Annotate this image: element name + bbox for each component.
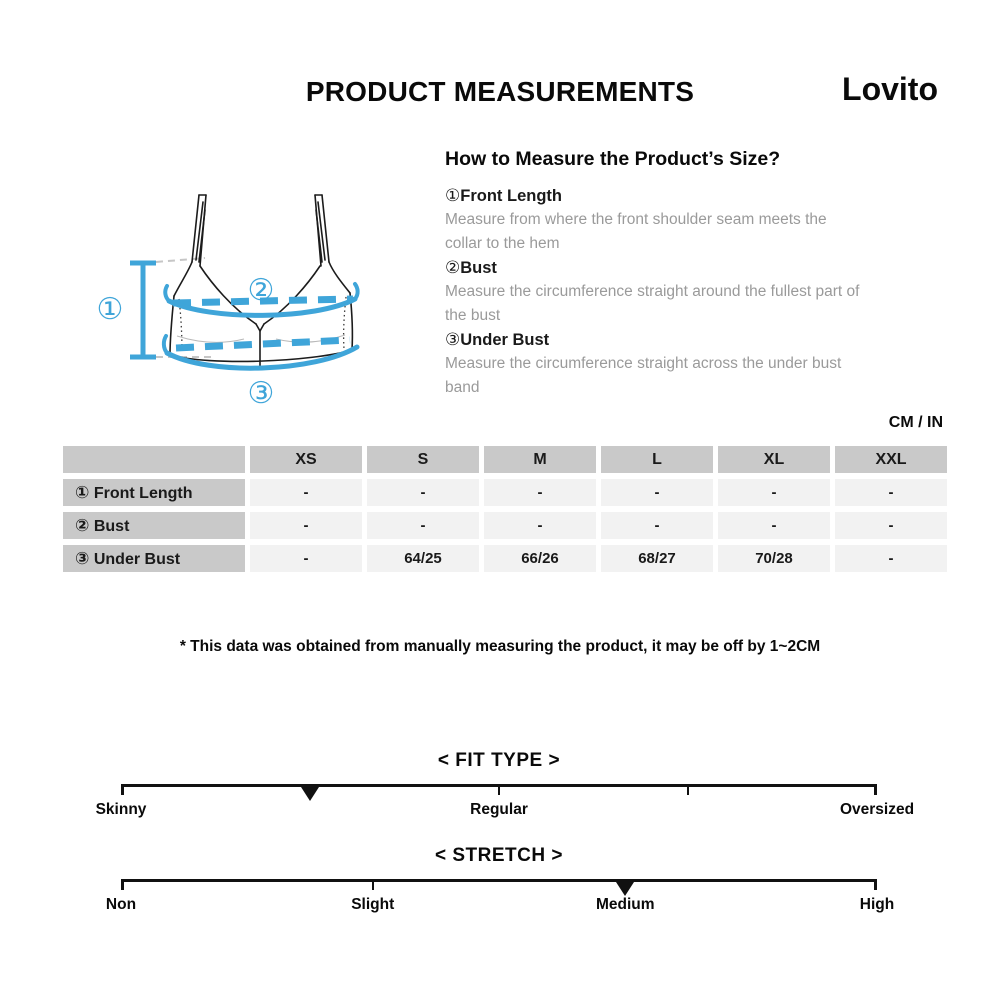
step-description-line: the bust: [445, 307, 501, 324]
diagram-marker-2: ②: [247, 273, 275, 308]
how-to-steps: [445, 184, 923, 400]
measurement-cell: -: [601, 479, 713, 506]
slider-tick: [372, 879, 374, 890]
measurement-cell: 66/26: [484, 545, 596, 572]
measurement-cell: -: [250, 479, 362, 506]
slider-end-cap: [121, 784, 124, 795]
row-label: ② Bust: [63, 512, 245, 539]
slider-stop-label: Regular: [470, 801, 528, 818]
measurement-cell: -: [718, 512, 830, 539]
step-description-line: Measure the circumference straight around the fullest part of: [445, 283, 860, 300]
size-table: [58, 440, 952, 578]
measurement-cell: -: [250, 512, 362, 539]
step-number: ①: [445, 186, 461, 206]
slider-stop-label: Skinny: [95, 801, 147, 818]
slider-tick: [498, 784, 500, 795]
slider-tick: [687, 784, 689, 795]
row-number: ③: [75, 548, 90, 569]
diagram-marker-3: ③: [247, 376, 275, 411]
step-description-line: Measure from where the front shoulder seam meets the: [445, 211, 827, 228]
measurement-cell: -: [367, 512, 479, 539]
diagram-marker-1: ①: [96, 292, 124, 327]
table-row: [63, 479, 947, 506]
table-row: [63, 512, 947, 539]
measurement-cell: 68/27: [601, 545, 713, 572]
row-label: ③ Under Bust: [63, 545, 245, 572]
slider-labels: [95, 801, 915, 821]
size-column-header: M: [484, 446, 596, 473]
measurement-cell: -: [484, 479, 596, 506]
step-description-line: Measure the circumference straight across the under bust: [445, 355, 842, 372]
front-length-measure-bar: [130, 263, 156, 357]
step-number: ②: [445, 258, 461, 278]
slider-title: < FIT TYPE >: [437, 750, 561, 771]
table-row: [63, 545, 947, 572]
size-column-header: L: [601, 446, 713, 473]
step-description-line: band: [445, 379, 480, 396]
size-column-header: XXL: [835, 446, 947, 473]
slider-stop-label: Non: [105, 896, 137, 913]
step-label: ②Bust: [445, 258, 497, 278]
how-to-section: [445, 148, 923, 400]
row-number: ①: [75, 482, 90, 503]
measurement-cell: -: [484, 512, 596, 539]
how-to-heading: How to Measure the Product’s Size?: [445, 148, 781, 170]
measurement-cell: 70/28: [718, 545, 830, 572]
measurement-cell: -: [835, 479, 947, 506]
bra-inner-seams: [177, 335, 345, 342]
slider-labels: [105, 896, 895, 916]
slider-track: [121, 879, 877, 882]
row-number: ②: [75, 515, 90, 536]
size-column-header: XS: [250, 446, 362, 473]
size-column-header: S: [367, 446, 479, 473]
measurement-cell: -: [835, 545, 947, 572]
measurement-cell: -: [835, 512, 947, 539]
slider-marker: [616, 882, 634, 896]
slider-marker: [301, 787, 319, 801]
step-number: ③: [445, 330, 461, 350]
slider-title: < STRETCH >: [435, 845, 563, 866]
slider-stop-label: Medium: [595, 896, 655, 913]
size-table-corner-cell: [63, 446, 245, 473]
measurement-cell: -: [367, 479, 479, 506]
size-table-header-row: [63, 446, 947, 473]
measurement-cell: -: [250, 545, 362, 572]
slider-stop-label: Slight: [351, 896, 395, 913]
slider-end-cap: [874, 879, 877, 890]
slider-end-cap: [121, 879, 124, 890]
fit-type-slider: [95, 750, 915, 828]
slider-stop-label: Oversized: [839, 801, 915, 818]
step-label: ③Under Bust: [445, 330, 550, 350]
brand-logo: Lovito: [842, 71, 938, 107]
row-label: ① Front Length: [63, 479, 245, 506]
step-description-line: collar to the hem: [445, 235, 560, 252]
stretch-slider: [105, 845, 895, 923]
measurement-cell: -: [718, 479, 830, 506]
slider-track: [121, 784, 877, 787]
step-label: ①Front Length: [445, 186, 562, 206]
size-column-header: XL: [718, 446, 830, 473]
unit-label: CM / IN: [888, 414, 943, 431]
slider-stop-label: High: [859, 896, 895, 913]
slider-end-cap: [874, 784, 877, 795]
footnote: * This data was obtained from manually measuring the product, it may be off by 1~2CM: [179, 638, 821, 655]
page-title: PRODUCT MEASUREMENTS: [305, 76, 695, 107]
measurement-cell: 64/25: [367, 545, 479, 572]
measurement-cell: -: [601, 512, 713, 539]
